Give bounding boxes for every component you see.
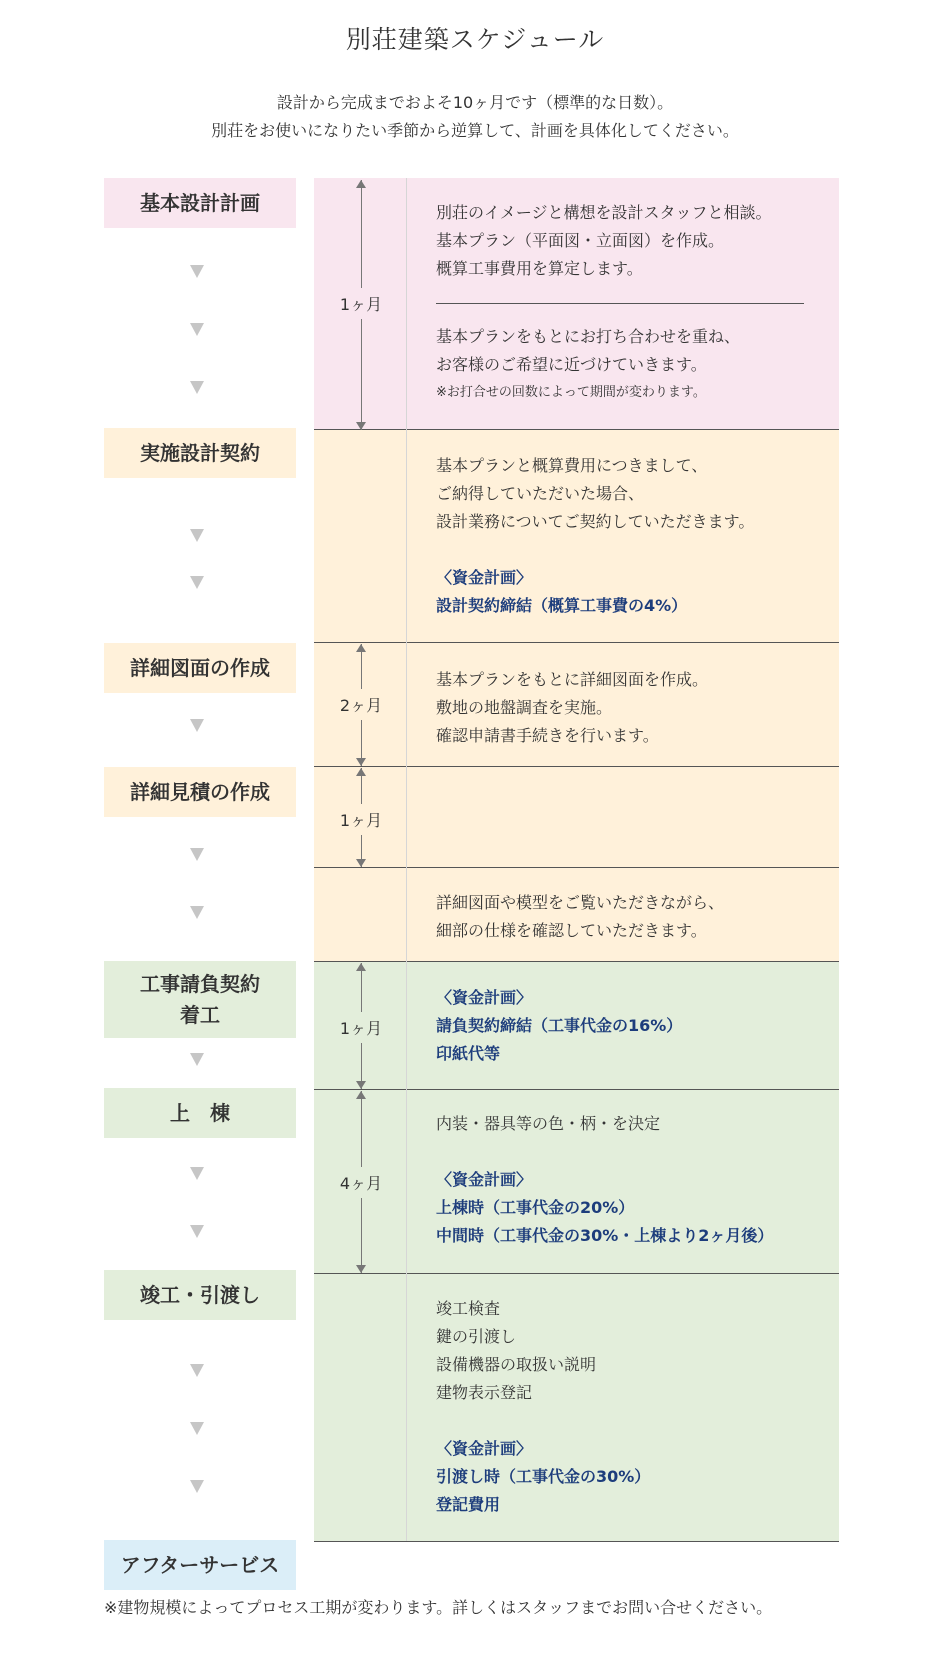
down-arrow-icon: [190, 719, 204, 732]
finance-plan-line: 登記費用: [436, 1495, 501, 1514]
down-arrow-icon: [190, 1422, 204, 1435]
step-basic-design: [104, 178, 296, 228]
finance-plan-line: 中間時（工事代金の30%・上棟より2ヶ月後）: [436, 1226, 774, 1245]
description-line: 別荘のイメージと構想を設計スタッフと相談。: [436, 203, 772, 222]
down-arrow-icon: [190, 906, 204, 919]
step-label: 基本設計計画: [140, 190, 260, 215]
step-framing: [104, 1088, 296, 1138]
step-label: アフターサービス: [120, 1552, 280, 1577]
finance-plan-heading: 〈資金計画〉: [436, 988, 533, 1007]
finance-plan-heading: 〈資金計画〉: [436, 1170, 533, 1189]
description-design-contract: [436, 452, 816, 620]
description-line: 細部の仕様を確認していただきます。: [436, 921, 707, 940]
description-line: ご納得していただいた場合、: [436, 484, 645, 503]
divider: [436, 303, 804, 304]
down-arrow-icon: [190, 1225, 204, 1238]
description-spec-check: [436, 889, 816, 945]
down-arrow-icon: [190, 576, 204, 589]
description-line: 設計業務についてご契約していただきます。: [436, 512, 755, 531]
description-line: お客様のご希望に近づけていきます。: [436, 355, 707, 374]
finance-plan-line: 印紙代等: [436, 1044, 501, 1063]
description-basic-design: [436, 199, 816, 407]
step-label: 実施設計契約: [140, 440, 260, 465]
down-arrow-icon: [190, 265, 204, 278]
step-detail-drawings: [104, 643, 296, 693]
description-line: 概算工事費用を算定します。: [436, 259, 643, 278]
step-label: 竣工・引渡し: [140, 1282, 260, 1307]
step-label: 詳細図面の作成: [130, 655, 270, 680]
finance-plan-line: 設計契約締結（概算工事費の4%）: [436, 596, 688, 615]
band-detail-estimate: [314, 767, 839, 868]
description-line: 建物表示登記: [436, 1383, 533, 1402]
description-line: 詳細図面や模型をご覧いただきながら、: [436, 893, 725, 912]
description-line: 鍵の引渡し: [436, 1327, 517, 1346]
description-line: 基本プランと概算費用につきまして、: [436, 456, 708, 475]
step-label: 詳細見積の作成: [130, 779, 270, 804]
down-arrow-icon: [190, 1480, 204, 1493]
description-line: 竣工検査: [436, 1299, 501, 1318]
step-label-2: 着工: [180, 1002, 220, 1027]
description-framing: [436, 1110, 816, 1250]
finance-plan-line: 請負契約締結（工事代金の16%）: [436, 1016, 683, 1035]
duration-label: 1ヶ月: [331, 288, 391, 319]
step-label: 上 棟: [170, 1100, 230, 1125]
description-detail-drawings: [436, 666, 816, 750]
step-after-service: [104, 1540, 296, 1590]
down-arrow-icon: [190, 1167, 204, 1180]
page-title: 別荘建築スケジュール: [345, 25, 605, 54]
description-line: 基本プランをもとに詳細図面を作成。: [436, 670, 709, 689]
duration-label: 2ヶ月: [331, 689, 391, 720]
step-design-contract: [104, 428, 296, 478]
intro-line-2: 別荘をお使いになりたい季節から逆算して、計画を具体化してください。: [211, 121, 739, 140]
duration-label: 1ヶ月: [331, 1012, 391, 1043]
description-line: 確認申請書手続きを行います。: [436, 726, 659, 745]
step-label: 工事請負契約: [140, 971, 260, 996]
description-line: 基本プランをもとにお打ち合わせを重ね、: [436, 327, 741, 346]
duration-label: 4ヶ月: [331, 1167, 391, 1198]
description-note: ※お打合せの回数によって期間が変わります。: [436, 385, 706, 400]
step-construction-contract: [104, 961, 296, 1038]
description-completion: [436, 1295, 816, 1519]
footer-note: ※建物規模によってプロセス工期が変わります。詳しくはスタッフまでお問い合せください。: [104, 1598, 773, 1617]
down-arrow-icon: [190, 1364, 204, 1377]
finance-plan-line: 上棟時（工事代金の20%）: [436, 1198, 635, 1217]
finance-plan-heading: 〈資金計画〉: [436, 1439, 533, 1458]
down-arrow-icon: [190, 529, 204, 542]
description-line: 基本プラン（平面図・立面図）を作成。: [436, 231, 725, 250]
down-arrow-icon: [190, 323, 204, 336]
description-line: 内装・器具等の色・柄・を決定: [436, 1114, 661, 1133]
intro-line-1: 設計から完成までおよそ10ヶ月です（標準的な日数）。: [276, 93, 674, 112]
duration-label: 1ヶ月: [331, 804, 391, 835]
step-completion-handover: [104, 1270, 296, 1320]
down-arrow-icon: [190, 381, 204, 394]
finance-plan-heading: 〈資金計画〉: [436, 568, 533, 587]
step-detail-estimate: [104, 767, 296, 817]
description-construction-contract: [436, 984, 816, 1068]
description-line: 敷地の地盤調査を実施。: [436, 698, 613, 717]
description-line: 設備機器の取扱い説明: [436, 1355, 597, 1374]
column-divider: [406, 178, 407, 1541]
finance-plan-line: 引渡し時（工事代金の30%）: [436, 1467, 651, 1486]
down-arrow-icon: [190, 1053, 204, 1066]
down-arrow-icon: [190, 848, 204, 861]
